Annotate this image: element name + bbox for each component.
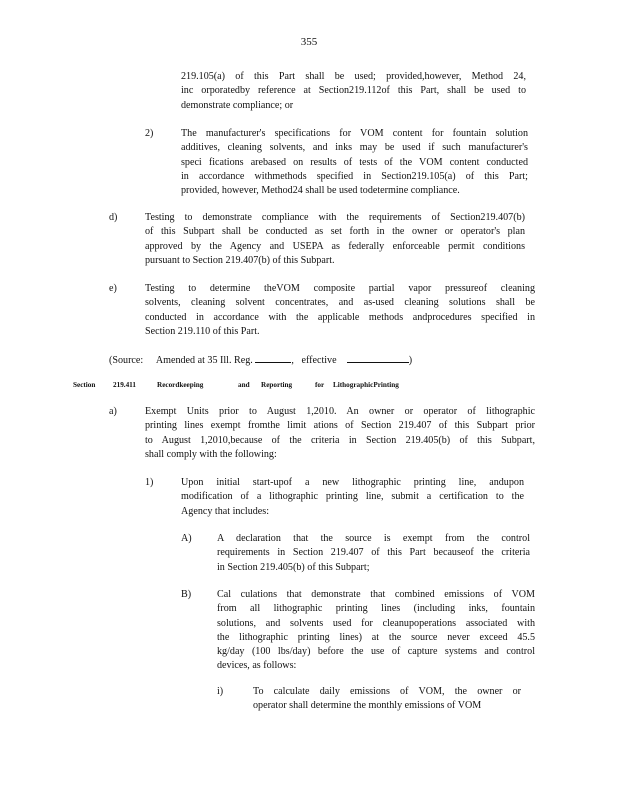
text-line: requirements in Section 219.407 of this Part becauseof the criteria bbox=[217, 547, 530, 559]
register-blank bbox=[255, 352, 291, 363]
text-line: Cal culations that demonstrate that combined emissions of VOM bbox=[217, 589, 535, 600]
text-line: inc orporatedby reference at Section219.112of this Part, shall be used to bbox=[181, 85, 526, 97]
source-label: (Source: bbox=[109, 355, 144, 366]
section-heading-word: Reporting bbox=[261, 381, 293, 389]
item-2-paragraph bbox=[181, 127, 528, 198]
text-line: Agency that includes: bbox=[181, 505, 270, 517]
text-line: pursuant to Section 219.407(b) of this Subpart. bbox=[145, 254, 335, 266]
text-line: devices, as follows: bbox=[217, 660, 297, 672]
item-label: B) bbox=[181, 589, 192, 600]
text-line: kg/day (100 lbs/day) before the use of capture systems and control bbox=[217, 646, 535, 658]
text-line: Testing to demonstrate compliance with the requirements of Section219.407(b) bbox=[145, 212, 525, 223]
item-label: A) bbox=[181, 533, 192, 544]
item-label: 1) bbox=[145, 477, 154, 488]
item-B-paragraph bbox=[217, 588, 535, 674]
text-line: Testing to determine theVOM composite partial vapor pressureof cleaning bbox=[145, 283, 535, 294]
item-e-paragraph bbox=[145, 282, 535, 339]
text-line: modification of a lithographic printing line, submit a certification to the bbox=[181, 491, 524, 503]
section-heading-word: and bbox=[238, 381, 250, 389]
text-line: of this Subpart shall be conducted as set forth in the owner or operator's plan bbox=[145, 226, 525, 238]
item-label: 2) bbox=[145, 128, 154, 139]
item-i-paragraph bbox=[253, 685, 521, 714]
text-line: To calculate daily emissions of VOM, the owner or bbox=[253, 686, 521, 697]
item-label: a) bbox=[109, 406, 117, 417]
item-label: d) bbox=[109, 212, 118, 223]
text-line: in accordance withmethods specified in Section219.105(a) of this Part; bbox=[181, 170, 528, 182]
text-line: additives, cleaning solvents, and inks may be used if such manufacturer's bbox=[181, 142, 528, 154]
text-line: conducted in accordance with the applicable methods andprocedures specified in bbox=[145, 311, 535, 323]
item-label: i) bbox=[217, 686, 224, 697]
item-d-paragraph bbox=[145, 211, 525, 268]
item-A-paragraph bbox=[217, 532, 530, 575]
text-line: solvents, cleaning solvent concentrates, and as-used cleaning solutions shall be bbox=[145, 297, 535, 309]
source-close: ) bbox=[408, 355, 413, 366]
item-label: e) bbox=[109, 283, 117, 294]
section-heading-label: Section bbox=[73, 381, 96, 389]
text-line: Exempt Units prior to August 1,2010. An owner or operator of lithographic bbox=[145, 406, 535, 417]
text-line: solutions, and solvents used for cleanupoperations associated with bbox=[217, 617, 535, 629]
section-heading-number: 219.411 bbox=[113, 381, 136, 389]
text-line: printing lines exempt fromthe limit ations of Section 219.407 of this Subpart prior bbox=[145, 420, 535, 432]
text-line: approved by the Agency and USEPA as federally enforceable permit conditions bbox=[145, 240, 525, 252]
item-1-paragraph bbox=[181, 476, 524, 519]
text-line: shall comply with the following: bbox=[145, 448, 277, 460]
item-a-paragraph bbox=[145, 405, 535, 462]
source-effective-text: effective bbox=[301, 355, 337, 366]
text-line: Section 219.110 of this Part. bbox=[145, 325, 260, 337]
text-line: speci fications arebased on results of tests of the VOM content conducted bbox=[181, 156, 528, 168]
section-heading-word: for bbox=[315, 381, 325, 389]
text-line: to August 1,2010,because of the criteria in Section 219.405(b) of this Subpart, bbox=[145, 434, 535, 446]
text-line: provided, however, Method24 shall be used todetermine compliance. bbox=[181, 185, 460, 197]
text-line: Upon initial start-upof a new lithographic printing line, andupon bbox=[181, 477, 524, 488]
text-line: in Section 219.405(b) of this Subpart; bbox=[217, 561, 370, 573]
source-amended-text: Amended at 35 Ill. Reg. bbox=[155, 355, 253, 366]
text-line: A declaration that the source is exempt from the control bbox=[217, 533, 530, 544]
source-comma: , bbox=[291, 355, 294, 366]
source-note bbox=[109, 352, 412, 368]
text-line: 219.105(a) of this Part shall be used; provided,however, Method 24, bbox=[181, 71, 526, 82]
text-line: the lithographic printing lines) at the source never exceed 45.5 bbox=[217, 631, 535, 643]
text-line: demonstrate compliance; or bbox=[181, 99, 294, 111]
continuation-paragraph bbox=[181, 70, 526, 113]
effective-date-blank bbox=[347, 352, 409, 363]
page-number: 355 bbox=[300, 36, 318, 48]
text-line: operator shall determine the monthly emissions of VOM bbox=[253, 700, 482, 712]
section-heading-word: Recordkeeping bbox=[157, 381, 204, 389]
text-line: from all lithographic printing lines (including inks, fountain bbox=[217, 603, 535, 615]
section-heading-word: LithographicPrinting bbox=[333, 381, 399, 389]
text-line: The manufacturer's specifications for VOM content for fountain solution bbox=[181, 128, 528, 139]
